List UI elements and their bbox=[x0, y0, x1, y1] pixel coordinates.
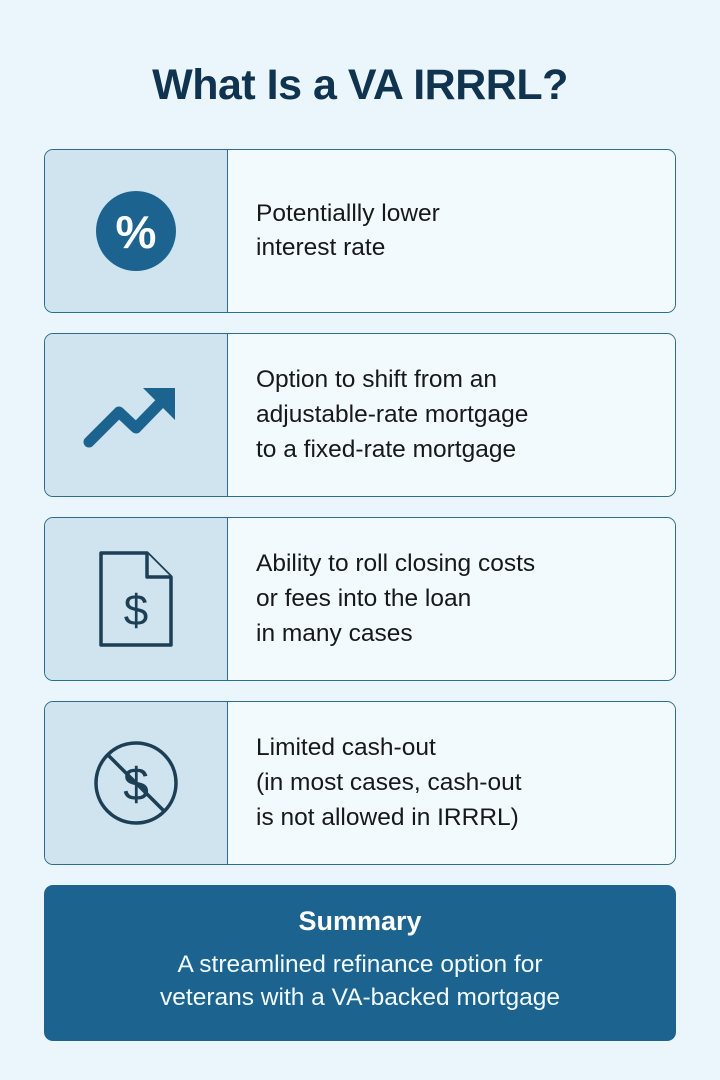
benefit-row-limited-cash-out bbox=[44, 701, 676, 865]
benefit-line: to a fixed-rate mortgage bbox=[256, 435, 517, 463]
benefit-rows bbox=[44, 149, 676, 865]
benefit-line: Ability to roll closing costs bbox=[256, 550, 536, 578]
summary-line: veterans with a VA-backed mortgage bbox=[160, 984, 560, 1012]
benefit-line: Option to shift from an bbox=[256, 366, 498, 394]
percent-circle-icon bbox=[90, 185, 182, 277]
benefit-text bbox=[256, 731, 522, 835]
summary-text bbox=[68, 948, 652, 1016]
benefit-line: Limited cash-out bbox=[256, 734, 436, 762]
benefit-line: or fees into the loan bbox=[256, 584, 472, 612]
benefit-line: in many cases bbox=[256, 619, 413, 647]
benefit-line: Potentiallly lower bbox=[256, 199, 440, 227]
summary-line: A streamlined refinance option for bbox=[177, 950, 543, 978]
summary-panel bbox=[44, 885, 676, 1041]
benefit-line: is not allowed in IRRRL) bbox=[256, 803, 519, 831]
page-title: What Is a VA IRRRL? bbox=[152, 61, 568, 109]
text-cell bbox=[228, 518, 675, 680]
text-cell bbox=[228, 334, 675, 496]
icon-cell bbox=[45, 702, 228, 864]
svg-text:$: $ bbox=[123, 758, 149, 811]
benefit-row-arm-to-fixed bbox=[44, 333, 676, 497]
benefit-row-interest-rate bbox=[44, 149, 676, 313]
svg-text:$: $ bbox=[123, 586, 149, 636]
svg-text:%: % bbox=[115, 206, 157, 259]
icon-cell bbox=[45, 150, 228, 312]
no-cash-out-icon bbox=[86, 733, 186, 833]
text-cell bbox=[228, 702, 675, 864]
summary-title: Summary bbox=[298, 906, 422, 937]
benefit-text bbox=[256, 197, 440, 267]
benefit-text bbox=[256, 547, 535, 651]
benefit-row-roll-closing-costs bbox=[44, 517, 676, 681]
benefit-text bbox=[256, 363, 528, 467]
icon-cell bbox=[45, 334, 228, 496]
text-cell bbox=[228, 150, 675, 312]
benefit-line: interest rate bbox=[256, 234, 386, 262]
upward-trend-arrow-icon bbox=[81, 372, 191, 458]
icon-cell bbox=[45, 518, 228, 680]
benefit-line: (in most cases, cash-out bbox=[256, 768, 522, 796]
benefit-line: adjustable-rate mortgage bbox=[256, 400, 529, 428]
document-dollar-icon bbox=[93, 547, 179, 651]
